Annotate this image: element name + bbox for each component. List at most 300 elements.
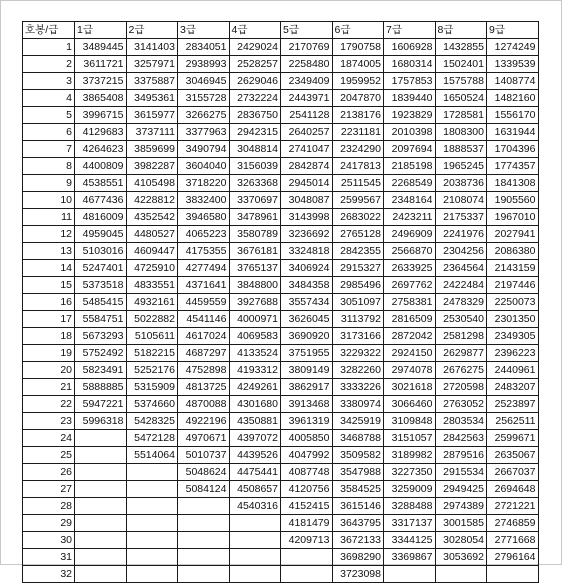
salary-cell: 2396223 [487, 345, 539, 362]
salary-cell: 4000971 [229, 311, 281, 328]
salary-cell [75, 549, 127, 566]
salary-cell [75, 447, 127, 464]
salary-cell: 5374660 [126, 396, 178, 413]
step-cell: 10 [23, 192, 75, 209]
salary-cell: 4932161 [126, 294, 178, 311]
salary-cell: 2629877 [435, 345, 487, 362]
salary-cell: 4352542 [126, 209, 178, 226]
salary-cell: 3611721 [75, 56, 127, 73]
salary-cell: 5252176 [126, 362, 178, 379]
salary-cell: 3751955 [281, 345, 333, 362]
salary-cell: 3109848 [384, 413, 436, 430]
salary-cell: 3584525 [332, 481, 384, 498]
salary-cell: 4813725 [178, 379, 230, 396]
table-row [23, 73, 539, 90]
grade-header: 4급 [229, 22, 281, 39]
salary-cell: 2175337 [435, 209, 487, 226]
salary-cell [229, 532, 281, 549]
salary-cell: 3324818 [281, 243, 333, 260]
salary-cell [75, 532, 127, 549]
salary-cell: 2771668 [487, 532, 539, 549]
table-body [23, 39, 539, 583]
step-cell: 18 [23, 328, 75, 345]
salary-cell: 4617024 [178, 328, 230, 345]
salary-cell: 1408774 [487, 73, 539, 90]
salary-cell: 3229322 [332, 345, 384, 362]
salary-cell: 2949425 [435, 481, 487, 498]
salary-cell: 3865408 [75, 90, 127, 107]
salary-cell: 4725910 [126, 260, 178, 277]
salary-cell: 2599671 [487, 430, 539, 447]
salary-cell: 2765128 [332, 226, 384, 243]
salary-cell: 3927688 [229, 294, 281, 311]
salary-cell: 2349409 [281, 73, 333, 90]
salary-cell: 4677436 [75, 192, 127, 209]
salary-cell: 3723098 [332, 566, 384, 583]
table-row [23, 515, 539, 532]
table-row [23, 498, 539, 515]
salary-cell: 4970671 [178, 430, 230, 447]
salary-cell [75, 515, 127, 532]
salary-cell: 3028054 [435, 532, 487, 549]
salary-cell: 4005850 [281, 430, 333, 447]
step-cell: 17 [23, 311, 75, 328]
salary-cell: 4922196 [178, 413, 230, 430]
salary-cell: 3173166 [332, 328, 384, 345]
salary-cell: 2581298 [435, 328, 487, 345]
salary-cell: 1606928 [384, 39, 436, 56]
step-cell: 11 [23, 209, 75, 226]
salary-cell [126, 464, 178, 481]
salary-cell: 2422484 [435, 277, 487, 294]
salary-cell: 1959952 [332, 73, 384, 90]
salary-cell: 5673293 [75, 328, 127, 345]
salary-cell: 2304256 [435, 243, 487, 260]
salary-cell [229, 566, 281, 583]
table-row [23, 396, 539, 413]
salary-cell: 2562511 [487, 413, 539, 430]
salary-cell: 3406924 [281, 260, 333, 277]
salary-cell: 3737215 [75, 73, 127, 90]
salary-cell: 2676275 [435, 362, 487, 379]
salary-cell: 1432855 [435, 39, 487, 56]
step-cell: 32 [23, 566, 75, 583]
salary-cell [178, 498, 230, 515]
salary-cell [75, 464, 127, 481]
step-cell: 21 [23, 379, 75, 396]
salary-cell: 2732224 [229, 90, 281, 107]
salary-cell: 2348164 [384, 192, 436, 209]
salary-cell: 2478329 [435, 294, 487, 311]
step-cell: 30 [23, 532, 75, 549]
grade-header: 3급 [178, 22, 230, 39]
table-row [23, 294, 539, 311]
table-row [23, 192, 539, 209]
step-cell: 25 [23, 447, 75, 464]
salary-cell: 2721221 [487, 498, 539, 515]
salary-cell: 4538551 [75, 175, 127, 192]
salary-cell: 4687297 [178, 345, 230, 362]
salary-cell: 4193312 [229, 362, 281, 379]
table-row [23, 311, 539, 328]
table-row [23, 345, 539, 362]
salary-cell: 2741047 [281, 141, 333, 158]
salary-cell: 2027941 [487, 226, 539, 243]
salary-cell: 5996318 [75, 413, 127, 430]
salary-cell: 4065223 [178, 226, 230, 243]
salary-cell: 3288488 [384, 498, 436, 515]
salary-cell: 3643795 [332, 515, 384, 532]
grade-header: 7급 [384, 22, 436, 39]
salary-cell: 1482160 [487, 90, 539, 107]
salary-cell: 3375887 [126, 73, 178, 90]
salary-cell: 5103016 [75, 243, 127, 260]
salary-cell: 2633925 [384, 260, 436, 277]
table-row [23, 226, 539, 243]
salary-cell: 4350881 [229, 413, 281, 430]
salary-cell: 3282260 [332, 362, 384, 379]
salary-cell: 4175355 [178, 243, 230, 260]
step-cell: 23 [23, 413, 75, 430]
table-row [23, 209, 539, 226]
step-cell: 22 [23, 396, 75, 413]
salary-cell: 4129683 [75, 124, 127, 141]
salary-cell: 2530540 [435, 311, 487, 328]
salary-cell: 2138176 [332, 107, 384, 124]
salary-cell: 1965245 [435, 158, 487, 175]
table-row [23, 243, 539, 260]
salary-cell: 3370697 [229, 192, 281, 209]
salary-cell: 3961319 [281, 413, 333, 430]
salary-cell: 3468788 [332, 430, 384, 447]
salary-cell: 3257971 [126, 56, 178, 73]
step-cell: 8 [23, 158, 75, 175]
salary-cell [281, 566, 333, 583]
grade-header: 5급 [281, 22, 333, 39]
step-cell: 29 [23, 515, 75, 532]
salary-cell: 1905560 [487, 192, 539, 209]
table-row [23, 158, 539, 175]
salary-cell: 4277494 [178, 260, 230, 277]
table-row [23, 430, 539, 447]
salary-cell: 2528257 [229, 56, 281, 73]
salary-cell [75, 430, 127, 447]
salary-cell: 3982287 [126, 158, 178, 175]
salary-cell: 4816009 [75, 209, 127, 226]
salary-cell [126, 515, 178, 532]
salary-cell: 2915327 [332, 260, 384, 277]
salary-cell: 1774357 [487, 158, 539, 175]
salary-cell: 3718220 [178, 175, 230, 192]
salary-cell: 3155728 [178, 90, 230, 107]
salary-cell: 2974389 [435, 498, 487, 515]
salary-cell: 4609447 [126, 243, 178, 260]
salary-cell: 3615977 [126, 107, 178, 124]
table-row [23, 141, 539, 158]
table-row [23, 413, 539, 430]
salary-cell: 4870088 [178, 396, 230, 413]
salary-cell: 3189982 [384, 447, 436, 464]
salary-cell: 4959045 [75, 226, 127, 243]
salary-cell [126, 549, 178, 566]
salary-cell: 2834051 [178, 39, 230, 56]
table-row [23, 328, 539, 345]
table-row [23, 260, 539, 277]
step-cell: 6 [23, 124, 75, 141]
salary-cell: 3996715 [75, 107, 127, 124]
grade-header: 6급 [332, 22, 384, 39]
grade-header: 8급 [435, 22, 487, 39]
table-row [23, 447, 539, 464]
salary-cell: 3580789 [229, 226, 281, 243]
salary-cell: 1888537 [435, 141, 487, 158]
salary-cell: 4181479 [281, 515, 333, 532]
salary-cell: 2683022 [332, 209, 384, 226]
salary-cell: 3509582 [332, 447, 384, 464]
salary-cell: 2010398 [384, 124, 436, 141]
salary-cell: 4439526 [229, 447, 281, 464]
salary-cell: 1274249 [487, 39, 539, 56]
table-row [23, 481, 539, 498]
salary-cell: 2720598 [435, 379, 487, 396]
salary-cell: 3848800 [229, 277, 281, 294]
step-cell: 2 [23, 56, 75, 73]
salary-cell: 4047992 [281, 447, 333, 464]
salary-cell: 2423211 [384, 209, 436, 226]
salary-cell: 4105498 [126, 175, 178, 192]
salary-cell: 2938993 [178, 56, 230, 73]
salary-cell: 1339539 [487, 56, 539, 73]
salary-cell: 2496909 [384, 226, 436, 243]
salary-cell: 2086380 [487, 243, 539, 260]
salary-cell: 4228812 [126, 192, 178, 209]
salary-cell: 2038736 [435, 175, 487, 192]
salary-cell: 2231181 [332, 124, 384, 141]
salary-cell: 2746859 [487, 515, 539, 532]
salary-cell [126, 498, 178, 515]
salary-cell [75, 498, 127, 515]
salary-cell: 3333226 [332, 379, 384, 396]
salary-cell: 3946580 [178, 209, 230, 226]
salary-cell: 3676181 [229, 243, 281, 260]
salary-cell: 4400809 [75, 158, 127, 175]
salary-cell: 4541146 [178, 311, 230, 328]
salary-cell: 2836750 [229, 107, 281, 124]
salary-cell: 3377963 [178, 124, 230, 141]
salary-cell: 5472128 [126, 430, 178, 447]
salary-cell: 2097694 [384, 141, 436, 158]
salary-cell: 3369867 [384, 549, 436, 566]
salary-cell: 2443971 [281, 90, 333, 107]
salary-cell [126, 481, 178, 498]
salary-cell [178, 566, 230, 583]
salary-cell: 2763052 [435, 396, 487, 413]
table-row [23, 566, 539, 583]
salary-cell: 4133524 [229, 345, 281, 362]
salary-cell: 2796164 [487, 549, 539, 566]
salary-cell: 2241976 [435, 226, 487, 243]
table-row [23, 549, 539, 566]
salary-cell: 2364564 [435, 260, 487, 277]
grade-header: 2급 [126, 22, 178, 39]
salary-cell: 2667037 [487, 464, 539, 481]
step-cell: 24 [23, 430, 75, 447]
step-cell: 13 [23, 243, 75, 260]
salary-cell: 4087748 [281, 464, 333, 481]
salary-cell: 2301350 [487, 311, 539, 328]
salary-cell [126, 566, 178, 583]
salary-cell: 4459559 [178, 294, 230, 311]
salary-cell: 3048814 [229, 141, 281, 158]
salary-cell [178, 532, 230, 549]
salary-cell: 3862917 [281, 379, 333, 396]
salary-cell: 1631944 [487, 124, 539, 141]
step-cell: 1 [23, 39, 75, 56]
salary-cell: 1923829 [384, 107, 436, 124]
salary-cell: 3495361 [126, 90, 178, 107]
salary-cell: 4069583 [229, 328, 281, 345]
salary-cell: 3478961 [229, 209, 281, 226]
salary-cell: 5048624 [178, 464, 230, 481]
salary-cell: 1728581 [435, 107, 487, 124]
salary-cell: 2429024 [229, 39, 281, 56]
salary-cell: 2258480 [281, 56, 333, 73]
salary-cell: 3859699 [126, 141, 178, 158]
salary-cell: 2758381 [384, 294, 436, 311]
salary-cell: 1790758 [332, 39, 384, 56]
salary-cell: 3484358 [281, 277, 333, 294]
salary-cell: 1839440 [384, 90, 436, 107]
salary-cell: 5105611 [126, 328, 178, 345]
salary-cell [229, 549, 281, 566]
salary-cell: 2872042 [384, 328, 436, 345]
salary-cell: 2349305 [487, 328, 539, 345]
salary-cell: 2924150 [384, 345, 436, 362]
salary-cell: 2842355 [332, 243, 384, 260]
salary-cell: 2566870 [384, 243, 436, 260]
salary-cell: 1575788 [435, 73, 487, 90]
salary-cell: 5247401 [75, 260, 127, 277]
salary-cell [75, 566, 127, 583]
salary-cell: 2816509 [384, 311, 436, 328]
salary-cell: 5428325 [126, 413, 178, 430]
salary-cell: 1757853 [384, 73, 436, 90]
table-row [23, 175, 539, 192]
grade-header: 1급 [75, 22, 127, 39]
salary-cell: 1874005 [332, 56, 384, 73]
salary-cell: 2842563 [435, 430, 487, 447]
salary-cell: 2945014 [281, 175, 333, 192]
salary-cell: 3051097 [332, 294, 384, 311]
salary-cell: 2640257 [281, 124, 333, 141]
salary-cell: 3317137 [384, 515, 436, 532]
salary-cell: 2185198 [384, 158, 436, 175]
salary-cell: 5823491 [75, 362, 127, 379]
salary-cell: 1650524 [435, 90, 487, 107]
table-row [23, 90, 539, 107]
salary-cell: 1680314 [384, 56, 436, 73]
salary-cell: 2842874 [281, 158, 333, 175]
salary-cell: 3227350 [384, 464, 436, 481]
salary-cell: 4752898 [178, 362, 230, 379]
salary-cell: 3001585 [435, 515, 487, 532]
step-cell: 9 [23, 175, 75, 192]
salary-cell: 3066460 [384, 396, 436, 413]
step-cell: 28 [23, 498, 75, 515]
salary-cell: 2599567 [332, 192, 384, 209]
salary-cell: 3344125 [384, 532, 436, 549]
salary-cell: 3266275 [178, 107, 230, 124]
salary-cell: 5182215 [126, 345, 178, 362]
salary-cell: 3263368 [229, 175, 281, 192]
salary-cell [229, 515, 281, 532]
salary-cell: 5315909 [126, 379, 178, 396]
salary-cell: 2170769 [281, 39, 333, 56]
salary-cell: 4397072 [229, 430, 281, 447]
salary-cell: 3151057 [384, 430, 436, 447]
salary-step-table [22, 21, 539, 583]
salary-cell: 2197446 [487, 277, 539, 294]
step-cell: 15 [23, 277, 75, 294]
salary-cell: 3113792 [332, 311, 384, 328]
salary-cell: 2629046 [229, 73, 281, 90]
salary-cell: 3021618 [384, 379, 436, 396]
salary-cell: 4301680 [229, 396, 281, 413]
step-cell: 16 [23, 294, 75, 311]
salary-cell: 5947221 [75, 396, 127, 413]
salary-cell: 5084124 [178, 481, 230, 498]
salary-cell: 2511545 [332, 175, 384, 192]
salary-cell: 2915534 [435, 464, 487, 481]
salary-cell: 3737111 [126, 124, 178, 141]
salary-cell: 3547988 [332, 464, 384, 481]
step-cell: 27 [23, 481, 75, 498]
salary-cell: 3490794 [178, 141, 230, 158]
salary-cell: 3259009 [384, 481, 436, 498]
step-cell: 3 [23, 73, 75, 90]
salary-cell: 3143998 [281, 209, 333, 226]
salary-cell: 2635067 [487, 447, 539, 464]
table-row [23, 379, 539, 396]
salary-cell [178, 549, 230, 566]
salary-cell: 2324290 [332, 141, 384, 158]
salary-cell: 2268549 [384, 175, 436, 192]
salary-cell: 2483207 [487, 379, 539, 396]
corner-header: 호봉/급 [23, 22, 75, 39]
salary-cell: 1967010 [487, 209, 539, 226]
salary-cell: 1704396 [487, 141, 539, 158]
salary-cell: 3832400 [178, 192, 230, 209]
salary-cell: 1502401 [435, 56, 487, 73]
salary-cell [487, 566, 539, 583]
salary-cell: 2879516 [435, 447, 487, 464]
step-cell: 20 [23, 362, 75, 379]
salary-cell: 3380974 [332, 396, 384, 413]
salary-cell: 2694648 [487, 481, 539, 498]
table-row [23, 532, 539, 549]
header-row [23, 22, 539, 39]
salary-cell: 4833551 [126, 277, 178, 294]
salary-cell: 4540316 [229, 498, 281, 515]
salary-cell: 1808300 [435, 124, 487, 141]
salary-cell: 1841308 [487, 175, 539, 192]
salary-cell: 4264623 [75, 141, 127, 158]
salary-cell [75, 481, 127, 498]
salary-cell: 2440961 [487, 362, 539, 379]
salary-cell: 2942315 [229, 124, 281, 141]
table-row [23, 362, 539, 379]
step-cell: 19 [23, 345, 75, 362]
